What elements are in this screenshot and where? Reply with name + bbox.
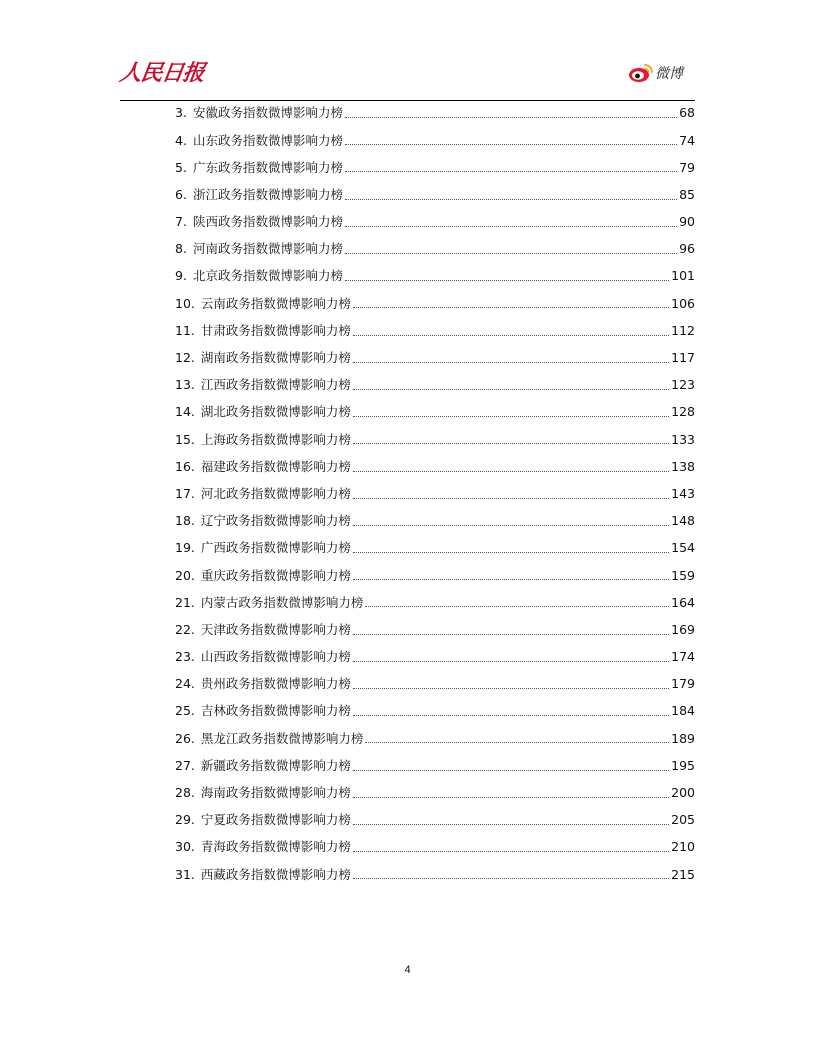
toc-dot-leader: [353, 797, 669, 798]
toc-dot-leader: [345, 144, 677, 145]
toc-entry[interactable]: [175, 780, 695, 807]
toc-entry-number: 4.: [175, 132, 187, 148]
toc-dot-leader: [365, 742, 669, 743]
toc-entry-page: 174: [671, 649, 695, 665]
toc-entry-title: 天津政务指数微博影响力榜: [200, 621, 351, 637]
toc-entry-title: 海南政务指数微博影响力榜: [200, 785, 351, 801]
toc-entry-title: 辽宁政务指数微博影响力榜: [200, 513, 351, 529]
toc-dot-leader: [345, 253, 677, 254]
toc-entry-page: 210: [671, 839, 695, 855]
toc-entry-page: 215: [671, 866, 695, 882]
toc-entry-title: 甘肃政务指数微博影响力榜: [200, 322, 351, 338]
toc-entry-number: 16.: [175, 458, 195, 474]
toc-dot-leader: [353, 335, 669, 336]
toc-entry-title: 湖南政务指数微博影响力榜: [200, 350, 351, 366]
toc-entry[interactable]: [175, 290, 695, 317]
toc-entry-number: 25.: [175, 703, 195, 719]
toc-entry-page: 189: [671, 730, 695, 746]
toc-entry-number: 10.: [175, 295, 195, 311]
toc-dot-leader: [345, 199, 677, 200]
toc-entry-number: 30.: [175, 839, 195, 855]
toc-entry-page: 74: [679, 132, 695, 148]
toc-dot-leader: [345, 226, 677, 227]
toc-entry-page: 179: [671, 676, 695, 692]
toc-entry-title: 浙江政务指数微博影响力榜: [192, 186, 343, 202]
toc-entry[interactable]: [175, 100, 695, 127]
toc-entry-title: 陕西政务指数微博影响力榜: [192, 214, 343, 230]
toc-entry-number: 17.: [175, 485, 195, 501]
toc-entry[interactable]: [175, 535, 695, 562]
toc-entry-title: 山东政务指数微博影响力榜: [192, 132, 343, 148]
table-of-contents: [175, 100, 695, 888]
toc-entry[interactable]: [175, 562, 695, 589]
toc-entry[interactable]: [175, 209, 695, 236]
toc-entry-title: 广西政务指数微博影响力榜: [200, 540, 351, 556]
toc-dot-leader: [353, 688, 669, 689]
toc-entry[interactable]: [175, 426, 695, 453]
toc-entry-number: 28.: [175, 785, 195, 801]
toc-entry-page: 85: [679, 186, 695, 202]
toc-entry-title: 山西政务指数微博影响力榜: [200, 649, 351, 665]
toc-entry-number: 20.: [175, 567, 195, 583]
toc-entry-page: 200: [671, 785, 695, 801]
toc-entry-page: 96: [679, 241, 695, 257]
toc-entry-number: 24.: [175, 676, 195, 692]
toc-dot-leader: [353, 416, 669, 417]
toc-dot-leader: [353, 307, 669, 308]
toc-entry-number: 14.: [175, 404, 195, 420]
toc-entry-title: 湖北政务指数微博影响力榜: [200, 404, 351, 420]
toc-dot-leader: [353, 851, 669, 852]
toc-entry[interactable]: [175, 127, 695, 154]
toc-entry-title: 西藏政务指数微博影响力榜: [200, 866, 351, 882]
toc-entry-number: 26.: [175, 730, 195, 746]
toc-entry-title: 黑龙江政务指数微博影响力榜: [200, 730, 364, 746]
toc-entry-page: 117: [671, 350, 695, 366]
toc-entry-page: 101: [671, 268, 695, 284]
toc-entry[interactable]: [175, 318, 695, 345]
toc-entry-number: 29.: [175, 812, 195, 828]
toc-entry[interactable]: [175, 807, 695, 834]
toc-entry[interactable]: [175, 861, 695, 888]
toc-entry-number: 21.: [175, 594, 195, 610]
page-number: 4: [404, 964, 411, 976]
toc-entry-title: 河北政务指数微博影响力榜: [200, 485, 351, 501]
toc-dot-leader: [353, 661, 669, 662]
toc-dot-leader: [353, 715, 669, 716]
toc-entry-page: 169: [671, 621, 695, 637]
toc-entry-page: 184: [671, 703, 695, 719]
weibo-logo: [628, 62, 683, 84]
toc-entry[interactable]: [175, 263, 695, 290]
toc-dot-leader: [353, 634, 669, 635]
toc-entry-title: 福建政务指数微博影响力榜: [200, 458, 351, 474]
toc-entry-page: 205: [671, 812, 695, 828]
toc-entry-number: 22.: [175, 621, 195, 637]
toc-entry[interactable]: [175, 399, 695, 426]
toc-entry[interactable]: [175, 236, 695, 263]
toc-entry-number: 11.: [175, 322, 195, 338]
toc-entry-number: 12.: [175, 350, 195, 366]
toc-dot-leader: [353, 770, 669, 771]
toc-entry-page: 68: [679, 105, 695, 121]
toc-dot-leader: [345, 280, 669, 281]
toc-entry-number: 3.: [175, 105, 187, 121]
toc-entry[interactable]: [175, 481, 695, 508]
toc-entry[interactable]: [175, 154, 695, 181]
toc-entry-page: 148: [671, 513, 695, 529]
toc-entry-title: 贵州政务指数微博影响力榜: [200, 676, 351, 692]
weibo-eye-icon: [628, 63, 654, 83]
toc-dot-leader: [353, 443, 669, 444]
toc-entry-title: 新疆政务指数微博影响力榜: [200, 757, 351, 773]
toc-entry[interactable]: [175, 182, 695, 209]
toc-entry-title: 安徽政务指数微博影响力榜: [192, 105, 343, 121]
toc-entry-number: 13.: [175, 377, 195, 393]
toc-dot-leader: [353, 824, 669, 825]
toc-entry-number: 5.: [175, 159, 187, 175]
toc-entry-number: 6.: [175, 186, 187, 202]
toc-dot-leader: [353, 525, 669, 526]
toc-entry[interactable]: [175, 372, 695, 399]
toc-entry[interactable]: [175, 753, 695, 780]
toc-dot-leader: [353, 878, 669, 879]
toc-entry-page: 143: [671, 485, 695, 501]
toc-entry-number: 19.: [175, 540, 195, 556]
toc-entry-number: 7.: [175, 214, 187, 230]
toc-dot-leader: [353, 498, 669, 499]
toc-dot-leader: [353, 389, 669, 390]
toc-entry-page: 133: [671, 431, 695, 447]
toc-entry[interactable]: [175, 644, 695, 671]
toc-entry[interactable]: [175, 508, 695, 535]
toc-entry-page: 154: [671, 540, 695, 556]
toc-entry-title: 广东政务指数微博影响力榜: [192, 159, 343, 175]
toc-entry-page: 123: [671, 377, 695, 393]
toc-entry[interactable]: [175, 725, 695, 752]
toc-entry[interactable]: [175, 698, 695, 725]
toc-entry[interactable]: [175, 345, 695, 372]
toc-entry-title: 北京政务指数微博影响力榜: [192, 268, 343, 284]
toc-entry[interactable]: [175, 671, 695, 698]
toc-entry-title: 江西政务指数微博影响力榜: [200, 377, 351, 393]
toc-entry-page: 106: [671, 295, 695, 311]
toc-entry-page: 195: [671, 757, 695, 773]
toc-entry-title: 河南政务指数微博影响力榜: [192, 241, 343, 257]
toc-entry-number: 15.: [175, 431, 195, 447]
toc-dot-leader: [353, 552, 669, 553]
toc-entry-title: 重庆政务指数微博影响力榜: [200, 567, 351, 583]
toc-entry[interactable]: [175, 617, 695, 644]
toc-entry-title: 云南政务指数微博影响力榜: [200, 295, 351, 311]
toc-entry-number: 8.: [175, 241, 187, 257]
toc-entry-page: 112: [671, 322, 695, 338]
toc-entry-page: 128: [671, 404, 695, 420]
toc-dot-leader: [353, 471, 669, 472]
toc-entry-title: 吉林政务指数微博影响力榜: [200, 703, 351, 719]
toc-entry-title: 上海政务指数微博影响力榜: [200, 431, 351, 447]
toc-entry-title: 青海政务指数微博影响力榜: [200, 839, 351, 855]
weibo-logo-text: 微博: [655, 66, 683, 82]
toc-dot-leader: [353, 362, 669, 363]
toc-entry[interactable]: [175, 453, 695, 480]
toc-dot-leader: [345, 117, 677, 118]
toc-entry-number: 23.: [175, 649, 195, 665]
toc-dot-leader: [353, 579, 669, 580]
people-daily-logo: 人民日报: [117, 60, 206, 86]
toc-dot-leader: [345, 171, 677, 172]
toc-entry[interactable]: [175, 834, 695, 861]
toc-entry-number: 27.: [175, 757, 195, 773]
toc-entry[interactable]: [175, 589, 695, 616]
toc-dot-leader: [365, 606, 669, 607]
toc-entry-title: 宁夏政务指数微博影响力榜: [200, 812, 351, 828]
toc-entry-page: 90: [679, 214, 695, 230]
toc-entry-page: 79: [679, 159, 695, 175]
toc-entry-number: 18.: [175, 513, 195, 529]
toc-entry-page: 138: [671, 458, 695, 474]
toc-entry-title: 内蒙古政务指数微博影响力榜: [200, 594, 364, 610]
toc-entry-number: 9.: [175, 268, 187, 284]
toc-entry-number: 31.: [175, 866, 195, 882]
toc-entry-page: 164: [671, 594, 695, 610]
toc-entry-page: 159: [671, 567, 695, 583]
